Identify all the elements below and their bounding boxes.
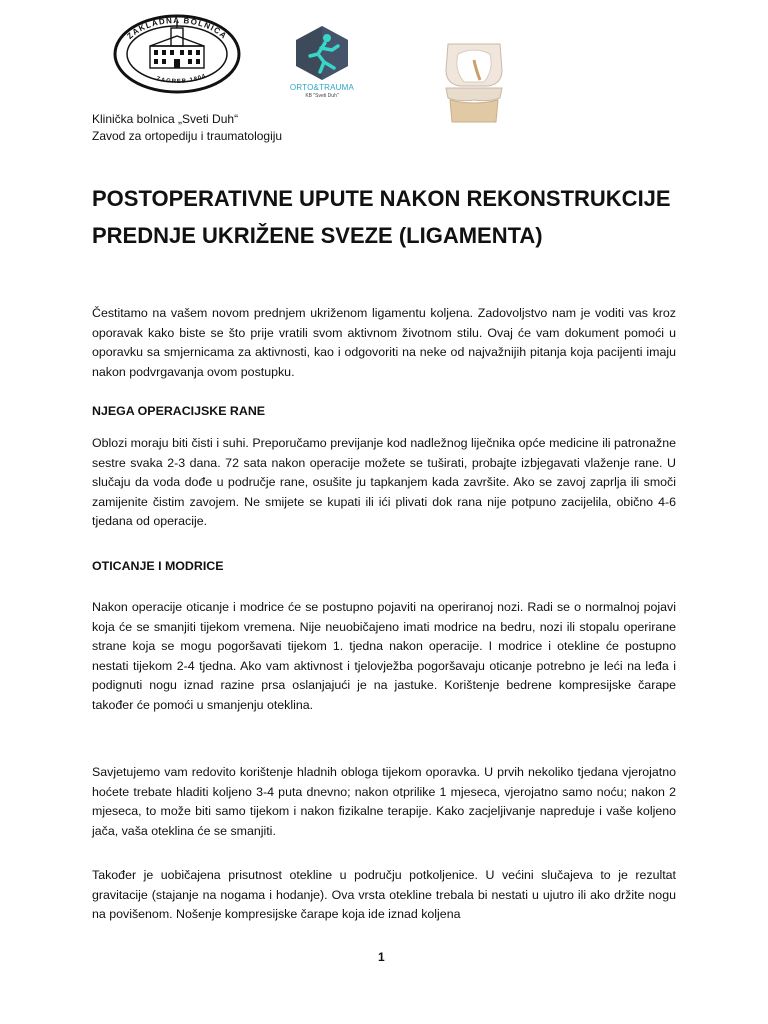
page-number: 1 xyxy=(378,950,385,964)
section-heading-swelling: OTICANJE I MODRICE xyxy=(92,559,224,573)
intro-paragraph: Čestitamo na vašem novom prednjem ukriženom ligamentu koljena. Zadovoljstvo nam je voditi vas kroz oporavak kako biste se što prije vratili svom aktivnom životnom stilu. Ovaj će vam dokument pomoći u oporavku sa smjernicama za aktivnosti, kao i odgovoriti na neke od najvažnijih pitanja koja pacijenti imaju nakon podvrgavanja ovom postupku. xyxy=(92,306,676,379)
hospital-info xyxy=(92,111,282,145)
department-name: Zavod za ortopediju i traumatologiju xyxy=(92,129,283,143)
swelling-paragraph-2: Savjetujemo vam redovito korištenje hladnih obloga tijekom oporavka. U prvih nekoliko tjedana vjerojatno hoćete trebate hladiti koljeno 3-4 puta dnevno; nakon otprilike 1 mjeseca, vjerojatno samo noću; nakon 2 mjeseca, to može biti samo tijekom i nakon fizikalne terapije. Kako zacjeljivanje napreduje i vaše koljeno jača, vaša oteklina će se smanjiti. xyxy=(92,765,676,838)
ortho-logo-subtitle: KB "Sveti Duh" xyxy=(305,93,339,99)
svg-text:ZAKLADNA BOLNICA: ZAKLADNA BOLNICA xyxy=(125,15,229,42)
wound-care-paragraph: Oblozi moraju biti čisti i suhi. Preporučamo previjanje kod nadležnog liječnika opće medicine ili patronažne sestre svaka 2-3 dana. 72 sata nakon operacije možete se tuširati, probajte izbjegavati vlaženje rane. U slučaju da voda dođe u područje rane, osušite ju tapkanjem kada završite. Ako se zavoj zaprlja ili smoči zamijenite čistim zavojem. Ne smijete se kupati ili ići plivati dok rana nije potpuno zacijelila, obično 4-6 tjedana od operacije. xyxy=(92,436,676,528)
hospital-name: Klinička bolnica „Sveti Duh“ xyxy=(92,112,239,126)
ortho-trauma-logo xyxy=(286,24,358,110)
swelling-paragraph-3: Također je uobičajena prisutnost otekline u području potkoljenice. U većini slučajeva to je rezultat gravitacije (stajanje na nogama i hodanje). Ova vrsta otekline trebala bi nestati u ujutro ili ako držite nogu na povišenom. Nošenje kompresijske čarape koja ide iznad koljena xyxy=(92,868,676,921)
knee-illustration xyxy=(440,40,508,124)
runner-icon xyxy=(294,24,350,82)
ortho-logo-name: ORTO&TRAUMA xyxy=(289,83,355,92)
section-heading-wound-care: NJEGA OPERACIJSKE RANE xyxy=(92,404,266,418)
document-title: POSTOPERATIVNE UPUTE NAKON REKONSTRUKCIJE PREDNJE UKRIŽENE SVEZE (LIGAMENTA) xyxy=(92,186,671,248)
hospital-seal-logo xyxy=(112,14,242,94)
svg-text:ZAGREB 1804: ZAGREB 1804 xyxy=(155,73,208,85)
swelling-paragraph-1: Nakon operacije oticanje i modrice će se postupno pojaviti na operiranoj nozi. Radi se o normalnoj pojavi koja će se smanjiti tijekom vremena. Nije neuobičajeno imati modrice na bedru, nozi ili stopalu operirane strane koja se mogu pogoršavati tijekom 1. tjedna nakon operacije. I modrice i otekline će postupno nestati tijekom 2-4 tjedna. Ako vam aktivnost i tjelovježba pogoršavaju oticanje potrebno je leći na leđa i podignuti nogu iznad razine prsa oslanjajući je na jastuke. Korištenje bedrene kompresijske čarape također će pomoći u smanjenju oteklina. xyxy=(92,600,676,712)
